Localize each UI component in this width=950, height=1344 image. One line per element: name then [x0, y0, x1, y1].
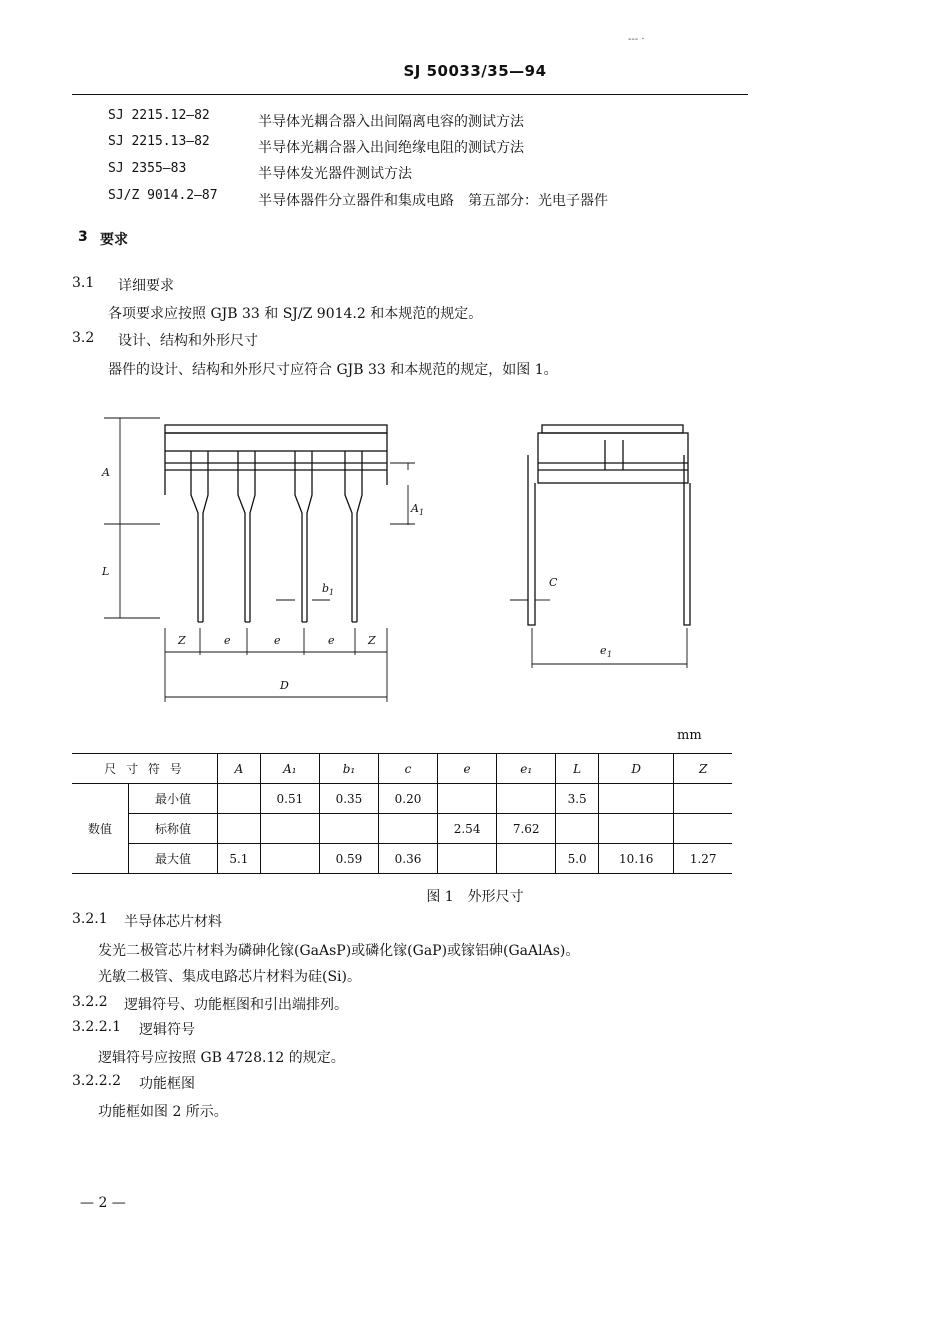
dim-label-e: e [274, 634, 281, 647]
side-view-dimensions [510, 600, 687, 668]
row-label: 最大值 [129, 844, 218, 874]
front-view-dimensions [104, 418, 415, 702]
table-cell [378, 814, 437, 844]
lead [295, 451, 312, 622]
package-body [165, 433, 387, 451]
table-cell [674, 784, 732, 814]
clause-number: 3.2.2.2 [72, 1073, 121, 1089]
table-cell: 0.35 [319, 784, 378, 814]
page-number: — 2 — [80, 1195, 126, 1211]
table-cell [599, 814, 674, 844]
table-cell: 5.0 [556, 844, 599, 874]
clause-number: 3.2 [72, 330, 95, 346]
clause-number: 3.2.1 [72, 911, 108, 927]
table-header-label: 尺 寸 符 号 [72, 754, 218, 784]
table-cell [218, 814, 261, 844]
dimension-table [72, 753, 732, 874]
lead [238, 451, 255, 622]
column-header: e₁ [497, 754, 556, 784]
clause-number: 3.1 [72, 275, 95, 291]
table-cell: 10.16 [599, 844, 674, 874]
clause-number: 3.2.2.1 [72, 1019, 121, 1035]
section-title: 要求 [100, 232, 128, 248]
clause-body: 发光二极管芯片材料为磷砷化镓(GaAsP)或磷化镓(GaP)或镓铝砷(GaAlAs)。 [98, 943, 580, 959]
column-header: b₁ [319, 754, 378, 784]
dim-label-A1: A [411, 502, 419, 515]
table-cell [319, 814, 378, 844]
reference-title: 半导体发光器件测试方法 [258, 166, 412, 182]
clause-body: 光敏二极管、集成电路芯片材料为硅(Si)。 [98, 969, 361, 985]
side-view [528, 425, 690, 625]
column-header: e [438, 754, 497, 784]
clause-body: 各项要求应按照 GJB 33 和 SJ/Z 9014.2 和本规范的规定。 [108, 306, 483, 322]
table-row [72, 814, 732, 844]
reference-code: SJ/Z 9014.2—87 [108, 188, 218, 203]
reference-code: SJ 2355—83 [108, 161, 187, 176]
reference-code: SJ 2215.13—82 [108, 134, 210, 149]
table-cell: 0.51 [260, 784, 319, 814]
table-cell: 0.36 [378, 844, 437, 874]
table-header-row [72, 754, 732, 784]
dim-label-Z: Z [178, 634, 186, 647]
table-row [72, 784, 732, 814]
table-row [72, 844, 732, 874]
dim-label-A: A [102, 466, 110, 479]
table-cell [674, 814, 732, 844]
clause-body: 逻辑符号应按照 GB 4728.12 的规定。 [98, 1050, 345, 1066]
reference-title: 半导体器件分立器件和集成电路 第五部分：光电子器件 [258, 193, 608, 209]
row-group-label: 数值 [72, 784, 129, 874]
table-cell: 0.59 [319, 844, 378, 874]
clause-number: 3.2.2 [72, 994, 108, 1010]
lead [345, 451, 362, 622]
column-header: L [556, 754, 599, 784]
column-header: A [218, 754, 261, 784]
table-cell: 5.1 [218, 844, 261, 874]
column-header: A₁ [260, 754, 319, 784]
dim-label-C: C [549, 576, 558, 589]
dim-label-e1-sub: 1 [607, 650, 613, 659]
clause-body: 器件的设计、结构和外形尺寸应符合 GJB 33 和本规范的规定，如图 1。 [108, 362, 558, 378]
table-cell [497, 844, 556, 874]
clause-title: 功能框图 [139, 1076, 195, 1092]
table-cell: 3.5 [556, 784, 599, 814]
dim-label-b1: b [322, 582, 330, 595]
corner-marks: --- · [628, 34, 645, 45]
section-number: 3 [78, 229, 88, 245]
dim-label-e: e [328, 634, 335, 647]
reference-title: 半导体光耦合器入出间绝缘电阻的测试方法 [258, 140, 524, 156]
column-header: Z [674, 754, 732, 784]
table-cell [260, 814, 319, 844]
reference-code: SJ 2215.12—82 [108, 108, 210, 123]
column-header: c [378, 754, 437, 784]
table-cell [438, 844, 497, 874]
dim-label-A1-sub: 1 [419, 508, 425, 517]
dim-label-L: L [102, 565, 110, 578]
table-cell [599, 784, 674, 814]
dim-label-Z: Z [368, 634, 376, 647]
clause-title: 半导体芯片材料 [124, 914, 222, 930]
body-top-flange [165, 425, 387, 433]
table-cell: 1.27 [674, 844, 732, 874]
dim-label-b1-sub: 1 [329, 588, 335, 597]
table-cell: 0.20 [378, 784, 437, 814]
clause-title: 详细要求 [118, 278, 174, 294]
unit-label: mm [677, 728, 702, 743]
dim-label-D: D [280, 679, 289, 692]
clause-title: 逻辑符号、功能框图和引出端排列。 [124, 997, 348, 1013]
clause-body: 功能框如图 2 所示。 [98, 1104, 228, 1120]
table-cell: 2.54 [438, 814, 497, 844]
header-rule [72, 94, 748, 95]
figure-caption: 图 1 外形尺寸 [426, 889, 524, 905]
standard-code-header: SJ 50033/35—94 [403, 62, 547, 80]
table-cell [260, 844, 319, 874]
table-cell [218, 784, 261, 814]
table-cell: 7.62 [497, 814, 556, 844]
column-header: D [599, 754, 674, 784]
row-label: 标称值 [129, 814, 218, 844]
table-cell [556, 814, 599, 844]
table-cell [497, 784, 556, 814]
dim-label-e1: e [600, 644, 607, 657]
dim-label-e: e [224, 634, 231, 647]
outline-dimension-drawing [90, 400, 730, 720]
lead [191, 451, 208, 622]
front-view [165, 425, 387, 622]
reference-title: 半导体光耦合器入出间隔离电容的测试方法 [258, 114, 524, 130]
table-cell [438, 784, 497, 814]
clause-title: 设计、结构和外形尺寸 [118, 333, 258, 349]
row-label: 最小值 [129, 784, 218, 814]
clause-title: 逻辑符号 [139, 1022, 195, 1038]
